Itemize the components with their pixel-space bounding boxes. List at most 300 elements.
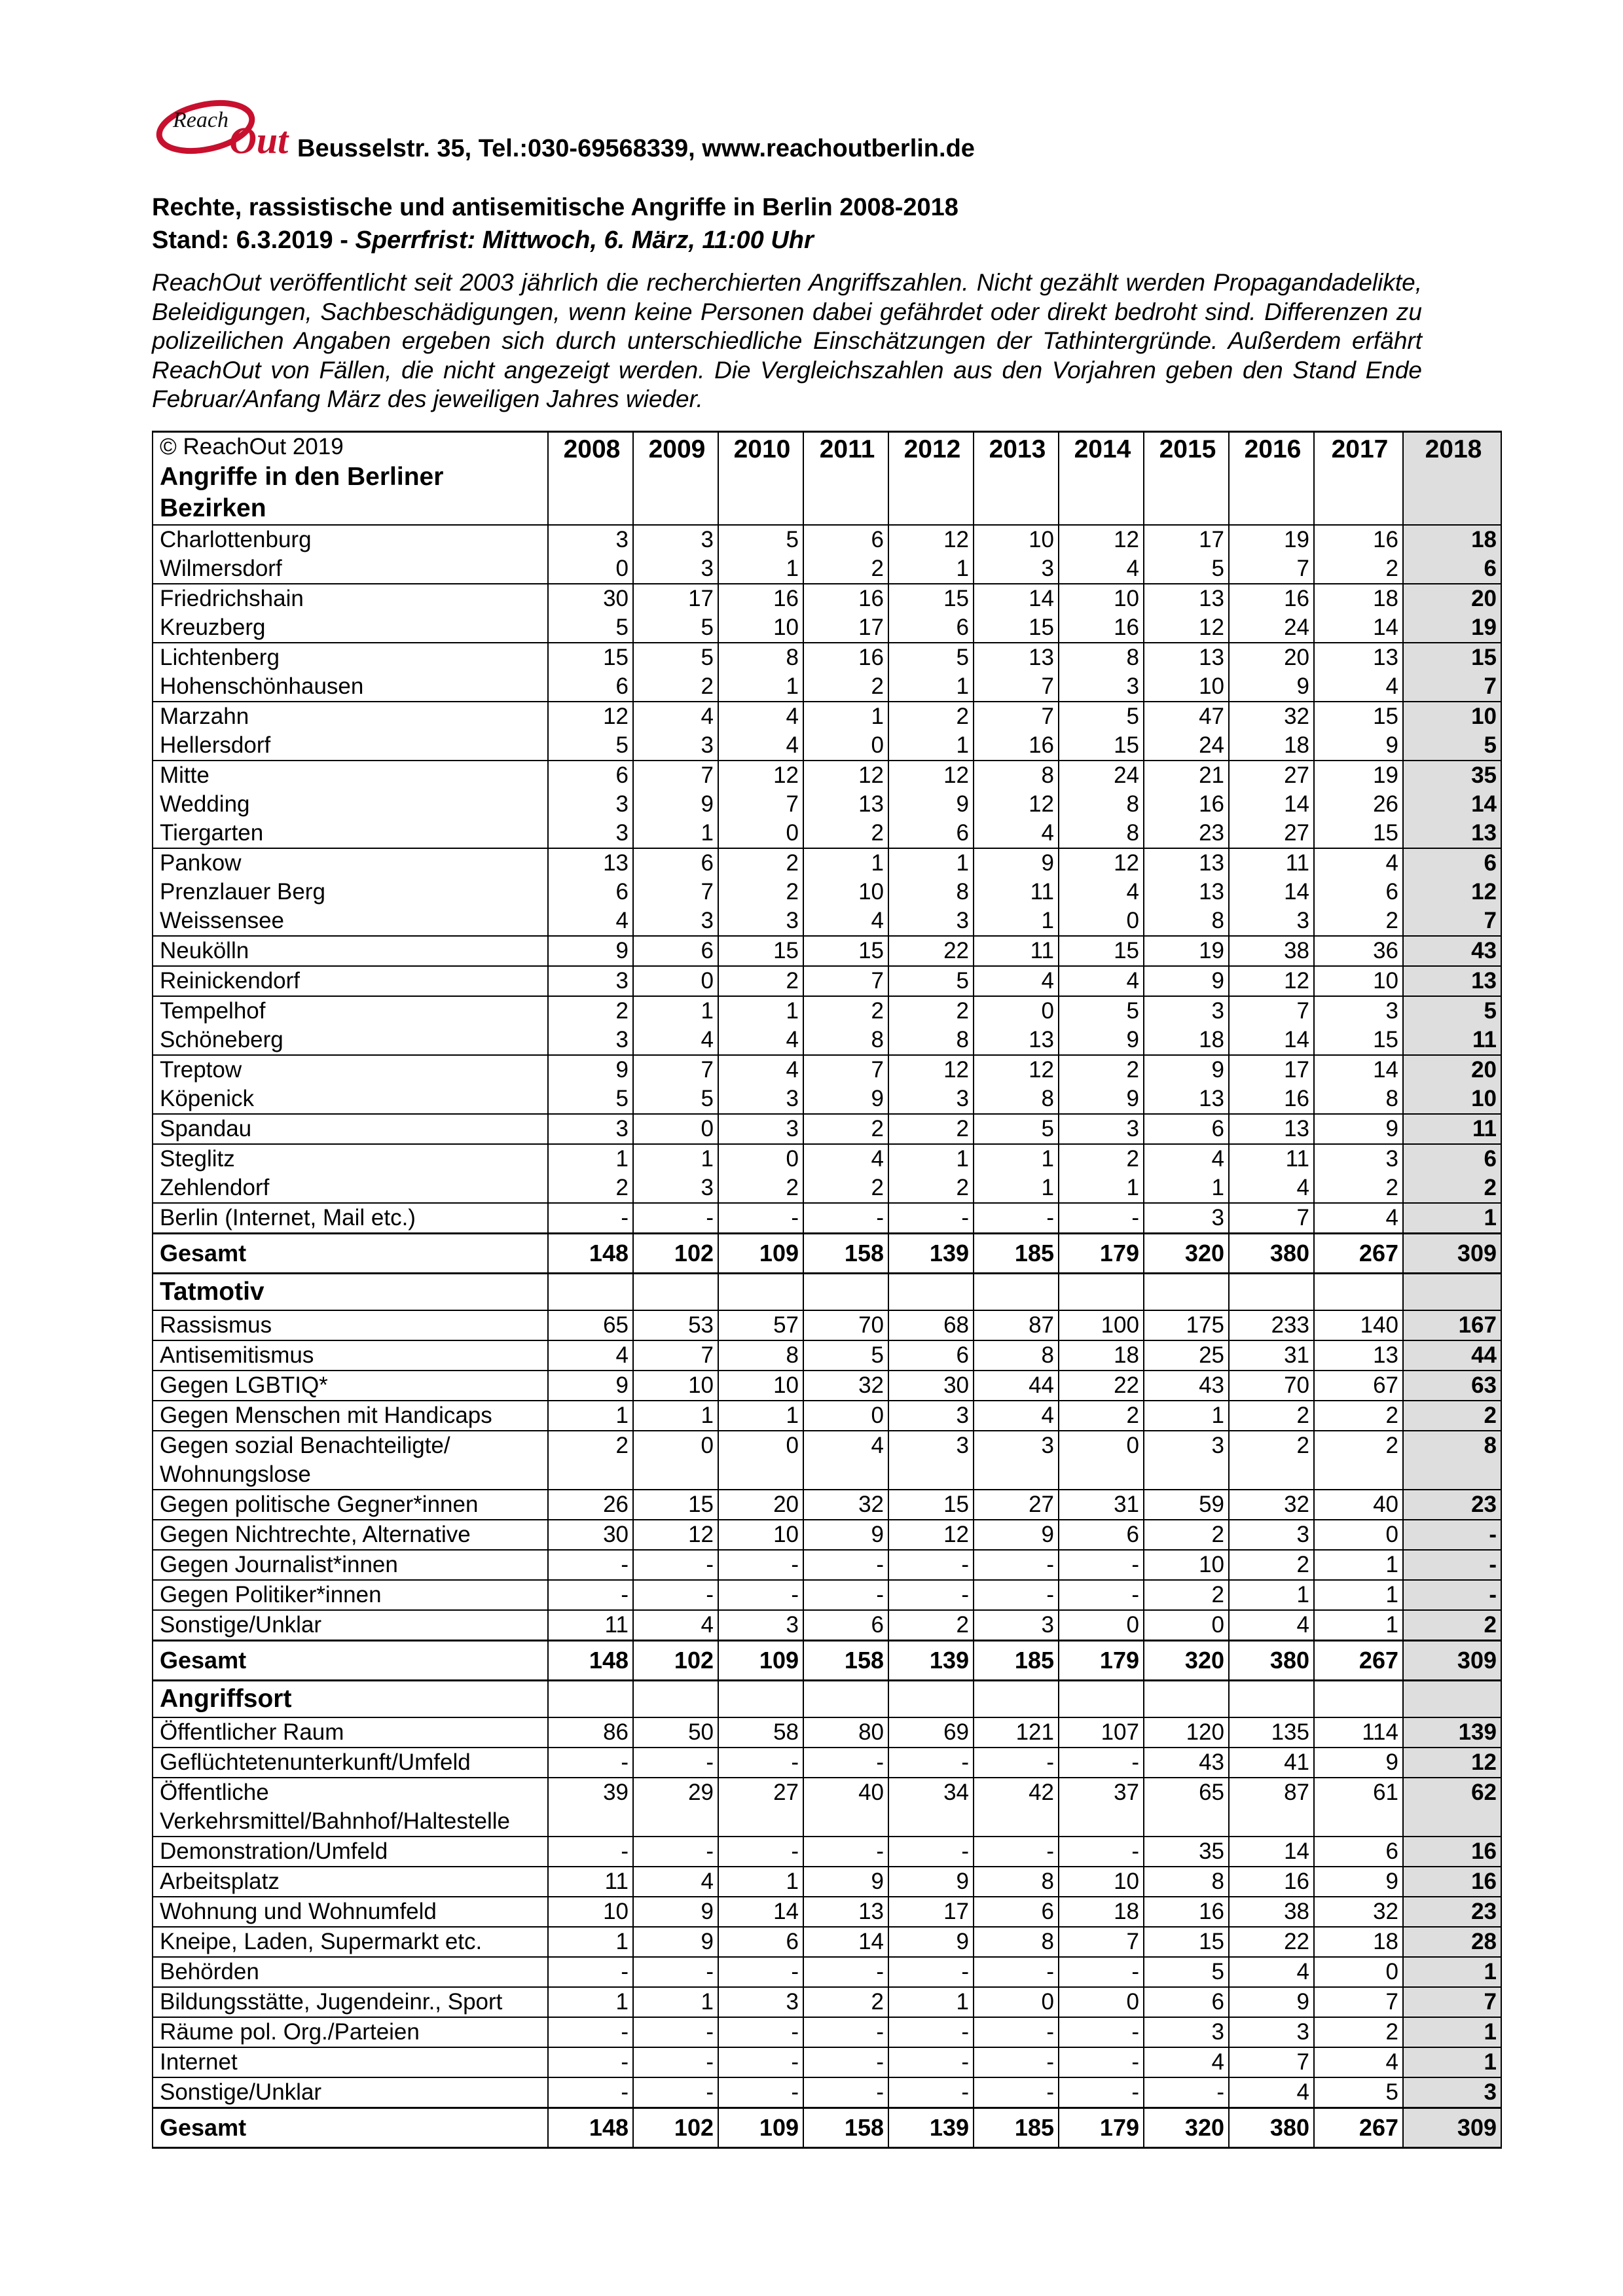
value-cell-2018: 1: [1403, 1203, 1501, 1234]
value-cell-2017: 1: [1314, 1610, 1403, 1641]
value-cell-2014: 10: [1059, 1867, 1144, 1897]
value-cell-2010: 2: [718, 966, 803, 996]
section-empty-cell: [888, 1274, 974, 1311]
value-cell-2016: 38: [1229, 936, 1314, 966]
value-cell-2018: 19: [1403, 613, 1501, 643]
value-cell-2011: 7: [803, 966, 888, 996]
value-cell-2009: 6: [633, 848, 718, 878]
value-cell-2011: -: [803, 1550, 888, 1580]
value-cell-2016: 380: [1229, 2108, 1314, 2148]
row-label: Köpenick: [153, 1085, 548, 1114]
row-label: Gegen sozial Benachteiligte/ Wohnungslose: [153, 1431, 548, 1490]
value-cell-2013: 9: [974, 1520, 1059, 1550]
value-cell-2013: 15: [974, 613, 1059, 643]
value-cell-2013: -: [974, 1580, 1059, 1610]
value-cell-2015: 1: [1144, 1401, 1229, 1431]
table-row: [153, 1371, 1501, 1401]
value-cell-2014: 5: [1059, 702, 1144, 731]
value-cell-2009: 10: [633, 1371, 718, 1401]
value-cell-2011: 2: [803, 1174, 888, 1203]
value-cell-2009: 3: [633, 731, 718, 761]
value-cell-2009: 3: [633, 906, 718, 936]
value-cell-2008: 148: [548, 1641, 633, 1681]
value-cell-2013: 3: [974, 554, 1059, 584]
value-cell-2009: 1: [633, 1401, 718, 1431]
value-cell-2013: 3: [974, 1431, 1059, 1490]
value-cell-2017: 9: [1314, 731, 1403, 761]
value-cell-2010: 8: [718, 1340, 803, 1371]
value-cell-2012: 139: [888, 2108, 974, 2148]
value-cell-2015: 3: [1144, 2017, 1229, 2047]
row-label: Mitte: [153, 761, 548, 790]
value-cell-2010: 7: [718, 790, 803, 819]
value-cell-2009: -: [633, 1957, 718, 1987]
row-label: Schöneberg: [153, 1026, 548, 1055]
table-row: [153, 761, 1501, 790]
row-label: Marzahn: [153, 702, 548, 731]
value-cell-2018: 23: [1403, 1897, 1501, 1927]
section-header-tatmotiv: [153, 1274, 1501, 1311]
value-cell-2016: 1: [1229, 1580, 1314, 1610]
value-cell-2008: -: [548, 1550, 633, 1580]
value-cell-2015: 9: [1144, 966, 1229, 996]
value-cell-2018: 23: [1403, 1490, 1501, 1520]
value-cell-2015: 320: [1144, 1234, 1229, 1274]
value-cell-2009: 5: [633, 643, 718, 672]
value-cell-2017: 36: [1314, 936, 1403, 966]
value-cell-2012: 1: [888, 1144, 974, 1174]
row-label: Gegen Journalist*innen: [153, 1550, 548, 1580]
value-cell-2018: 3: [1403, 2077, 1501, 2108]
value-cell-2017: 0: [1314, 1520, 1403, 1550]
value-cell-2013: 1: [974, 906, 1059, 936]
value-cell-2018: 16: [1403, 1867, 1501, 1897]
value-cell-2009: 7: [633, 878, 718, 906]
value-cell-2017: 0: [1314, 1957, 1403, 1987]
value-cell-2008: 5: [548, 1085, 633, 1114]
value-cell-2010: 5: [718, 525, 803, 554]
value-cell-2017: 140: [1314, 1310, 1403, 1340]
value-cell-2015: 18: [1144, 1026, 1229, 1055]
value-cell-2008: 86: [548, 1717, 633, 1748]
value-cell-2009: 7: [633, 1055, 718, 1085]
value-cell-2013: 1: [974, 1144, 1059, 1174]
value-cell-2012: 12: [888, 525, 974, 554]
value-cell-2009: 9: [633, 1897, 718, 1927]
value-cell-2014: 12: [1059, 525, 1144, 554]
value-cell-2015: 5: [1144, 554, 1229, 584]
table-header-row: [153, 432, 1501, 526]
value-cell-2008: 2: [548, 996, 633, 1026]
value-cell-2013: 9: [974, 848, 1059, 878]
table-row: [153, 966, 1501, 996]
value-cell-2010: -: [718, 1550, 803, 1580]
value-cell-2013: 3: [974, 1610, 1059, 1641]
value-cell-2015: 5: [1144, 1957, 1229, 1987]
value-cell-2017: 9: [1314, 1748, 1403, 1778]
value-cell-2010: 0: [718, 819, 803, 848]
value-cell-2013: 0: [974, 1987, 1059, 2017]
value-cell-2010: 1: [718, 554, 803, 584]
value-cell-2016: 18: [1229, 731, 1314, 761]
value-cell-2017: 2: [1314, 554, 1403, 584]
value-cell-2018: 7: [1403, 672, 1501, 702]
value-cell-2016: 14: [1229, 1837, 1314, 1867]
value-cell-2018: 11: [1403, 1026, 1501, 1055]
section-empty-cell: [1059, 1274, 1144, 1311]
value-cell-2012: 22: [888, 936, 974, 966]
value-cell-2012: 3: [888, 1401, 974, 1431]
value-cell-2013: -: [974, 1837, 1059, 1867]
value-cell-2008: 15: [548, 643, 633, 672]
table-row: [153, 1085, 1501, 1114]
value-cell-2008: 9: [548, 1055, 633, 1085]
statistics-table-wrap: [152, 431, 1502, 2149]
value-cell-2015: 65: [1144, 1778, 1229, 1837]
table-row: [153, 554, 1501, 584]
value-cell-2018: 43: [1403, 936, 1501, 966]
value-cell-2015: 23: [1144, 819, 1229, 848]
value-cell-2008: 10: [548, 1897, 633, 1927]
value-cell-2017: 18: [1314, 1927, 1403, 1957]
value-cell-2013: 7: [974, 672, 1059, 702]
table-row: [153, 1490, 1501, 1520]
value-cell-2009: 3: [633, 525, 718, 554]
value-cell-2016: 70: [1229, 1371, 1314, 1401]
value-cell-2010: 6: [718, 1927, 803, 1957]
row-label: Berlin (Internet, Mail etc.): [153, 1203, 548, 1234]
value-cell-2014: 24: [1059, 761, 1144, 790]
value-cell-2016: 3: [1229, 906, 1314, 936]
section-title: Angriffsort: [153, 1681, 548, 1718]
section-empty-cell: [803, 1681, 888, 1718]
value-cell-2017: 5: [1314, 2077, 1403, 2108]
section-header-angriffsort: [153, 1681, 1501, 1718]
value-cell-2014: 2: [1059, 1055, 1144, 1085]
value-cell-2013: 1: [974, 1174, 1059, 1203]
value-cell-2011: -: [803, 2077, 888, 2108]
value-cell-2016: 14: [1229, 790, 1314, 819]
value-cell-2012: 1: [888, 731, 974, 761]
value-cell-2012: 9: [888, 1927, 974, 1957]
value-cell-2012: 5: [888, 643, 974, 672]
value-cell-2010: -: [718, 1957, 803, 1987]
page-title: Rechte, rassistische und antisemitische Angriffe in Berlin 2008-2018: [152, 194, 958, 221]
value-cell-2010: -: [718, 2017, 803, 2047]
value-cell-2011: -: [803, 1748, 888, 1778]
value-cell-2012: 6: [888, 613, 974, 643]
value-cell-2015: 6: [1144, 1987, 1229, 2017]
value-cell-2008: -: [548, 1203, 633, 1234]
value-cell-2011: -: [803, 2017, 888, 2047]
value-cell-2016: 17: [1229, 1055, 1314, 1085]
row-label: Gegen Politiker*innen: [153, 1580, 548, 1610]
value-cell-2012: 2: [888, 702, 974, 731]
table-row: [153, 1927, 1501, 1957]
value-cell-2017: 16: [1314, 525, 1403, 554]
logo-text-out: Out: [229, 119, 289, 162]
table-row: [153, 819, 1501, 848]
value-cell-2010: 4: [718, 1055, 803, 1085]
row-label: Tempelhof: [153, 996, 548, 1026]
value-cell-2011: 2: [803, 554, 888, 584]
value-cell-2017: 15: [1314, 819, 1403, 848]
value-cell-2018: 12: [1403, 1748, 1501, 1778]
value-cell-2011: 0: [803, 1401, 888, 1431]
value-cell-2017: 7: [1314, 1987, 1403, 2017]
value-cell-2014: 15: [1059, 936, 1144, 966]
value-cell-2010: 3: [718, 906, 803, 936]
value-cell-2016: 38: [1229, 1897, 1314, 1927]
value-cell-2017: 6: [1314, 1837, 1403, 1867]
value-cell-2018: 2: [1403, 1610, 1501, 1641]
value-cell-2018: 35: [1403, 761, 1501, 790]
value-cell-2017: 10: [1314, 966, 1403, 996]
value-cell-2008: 9: [548, 936, 633, 966]
value-cell-2015: 59: [1144, 1490, 1229, 1520]
table-row: [153, 613, 1501, 643]
value-cell-2012: 34: [888, 1778, 974, 1837]
value-cell-2016: 135: [1229, 1717, 1314, 1748]
value-cell-2012: 2: [888, 1610, 974, 1641]
row-label: Geflüchtetenunterkunft/Umfeld: [153, 1748, 548, 1778]
value-cell-2015: 15: [1144, 1927, 1229, 1957]
value-cell-2016: 3: [1229, 1520, 1314, 1550]
value-cell-2018: 8: [1403, 1431, 1501, 1490]
value-cell-2008: 2: [548, 1431, 633, 1490]
row-label: Steglitz: [153, 1144, 548, 1174]
value-cell-2015: 120: [1144, 1717, 1229, 1748]
value-cell-2014: 2: [1059, 1401, 1144, 1431]
value-cell-2012: 139: [888, 1234, 974, 1274]
value-cell-2008: 30: [548, 584, 633, 613]
value-cell-2008: 4: [548, 1340, 633, 1371]
value-cell-2014: 8: [1059, 819, 1144, 848]
value-cell-2010: 14: [718, 1897, 803, 1927]
row-label: Räume pol. Org./Parteien: [153, 2017, 548, 2047]
value-cell-2010: -: [718, 2077, 803, 2108]
row-label: Hellersdorf: [153, 731, 548, 761]
value-cell-2018: 14: [1403, 790, 1501, 819]
value-cell-2012: -: [888, 2047, 974, 2077]
value-cell-2016: 16: [1229, 1867, 1314, 1897]
row-label: Behörden: [153, 1957, 548, 1987]
value-cell-2014: 107: [1059, 1717, 1144, 1748]
reachout-logo: [152, 97, 292, 165]
table-row: [153, 731, 1501, 761]
value-cell-2010: 0: [718, 1144, 803, 1174]
value-cell-2010: 1: [718, 1867, 803, 1897]
value-cell-2011: 2: [803, 819, 888, 848]
value-cell-2018: 1: [1403, 2017, 1501, 2047]
value-cell-2008: 11: [548, 1867, 633, 1897]
value-cell-2018: 13: [1403, 819, 1501, 848]
value-cell-2013: 13: [974, 643, 1059, 672]
value-cell-2017: 14: [1314, 1055, 1403, 1085]
row-label: Sonstige/Unklar: [153, 2077, 548, 2108]
value-cell-2010: 4: [718, 702, 803, 731]
value-cell-2015: 16: [1144, 1897, 1229, 1927]
table-row: [153, 1897, 1501, 1927]
value-cell-2014: 4: [1059, 966, 1144, 996]
value-cell-2013: 4: [974, 1401, 1059, 1431]
value-cell-2017: 1: [1314, 1550, 1403, 1580]
value-cell-2018: 16: [1403, 1837, 1501, 1867]
value-cell-2017: 114: [1314, 1717, 1403, 1748]
value-cell-2010: 16: [718, 584, 803, 613]
value-cell-2017: 2: [1314, 1431, 1403, 1490]
value-cell-2014: 3: [1059, 672, 1144, 702]
value-cell-2008: 6: [548, 672, 633, 702]
row-label: Weissensee: [153, 906, 548, 936]
value-cell-2011: 13: [803, 1897, 888, 1927]
value-cell-2009: 17: [633, 584, 718, 613]
row-label: Internet: [153, 2047, 548, 2077]
value-cell-2011: 80: [803, 1717, 888, 1748]
value-cell-2008: 5: [548, 731, 633, 761]
value-cell-2011: 10: [803, 878, 888, 906]
value-cell-2015: 19: [1144, 936, 1229, 966]
value-cell-2015: 3: [1144, 996, 1229, 1026]
row-label: Demonstration/Umfeld: [153, 1837, 548, 1867]
value-cell-2014: -: [1059, 1580, 1144, 1610]
value-cell-2016: 20: [1229, 643, 1314, 672]
value-cell-2015: 16: [1144, 790, 1229, 819]
value-cell-2009: 4: [633, 702, 718, 731]
year-header-2012: 2012: [888, 432, 974, 526]
value-cell-2011: 8: [803, 1026, 888, 1055]
value-cell-2010: 12: [718, 761, 803, 790]
table-row: [153, 1748, 1501, 1778]
row-label: Gegen politische Gegner*innen: [153, 1490, 548, 1520]
value-cell-2009: 7: [633, 761, 718, 790]
value-cell-2008: 6: [548, 878, 633, 906]
value-cell-2009: 29: [633, 1778, 718, 1837]
value-cell-2017: 2: [1314, 906, 1403, 936]
row-label: Bildungsstätte, Jugendeinr., Sport: [153, 1987, 548, 2017]
table-row: [153, 936, 1501, 966]
status-date: Stand: 6.3.2019 -: [152, 226, 356, 254]
value-cell-2015: 320: [1144, 1641, 1229, 1681]
value-cell-2012: 69: [888, 1717, 974, 1748]
value-cell-2014: 18: [1059, 1340, 1144, 1371]
value-cell-2011: -: [803, 2047, 888, 2077]
table-row: [153, 1717, 1501, 1748]
value-cell-2017: 4: [1314, 672, 1403, 702]
table-row: [153, 996, 1501, 1026]
value-cell-2017: 26: [1314, 790, 1403, 819]
value-cell-2017: 2: [1314, 1174, 1403, 1203]
value-cell-2011: 158: [803, 2108, 888, 2148]
value-cell-2017: 1: [1314, 1580, 1403, 1610]
value-cell-2010: 1: [718, 672, 803, 702]
value-cell-2009: 5: [633, 1085, 718, 1114]
table-row: [153, 1987, 1501, 2017]
value-cell-2016: 2: [1229, 1431, 1314, 1490]
value-cell-2018: 1: [1403, 1957, 1501, 1987]
letterhead: [152, 97, 1474, 169]
value-cell-2014: 12: [1059, 848, 1144, 878]
value-cell-2008: 1: [548, 1927, 633, 1957]
value-cell-2016: 22: [1229, 1927, 1314, 1957]
value-cell-2010: -: [718, 2047, 803, 2077]
value-cell-2012: 2: [888, 996, 974, 1026]
value-cell-2017: 2: [1314, 1401, 1403, 1431]
row-label: Antisemitismus: [153, 1340, 548, 1371]
row-label: Neukölln: [153, 936, 548, 966]
value-cell-2015: 43: [1144, 1748, 1229, 1778]
value-cell-2009: 0: [633, 1114, 718, 1144]
value-cell-2012: 15: [888, 584, 974, 613]
value-cell-2018: 6: [1403, 848, 1501, 878]
table-row: [153, 1055, 1501, 1085]
value-cell-2012: 1: [888, 1987, 974, 2017]
value-cell-2009: -: [633, 1203, 718, 1234]
value-cell-2012: 12: [888, 761, 974, 790]
value-cell-2016: 87: [1229, 1778, 1314, 1837]
value-cell-2010: 3: [718, 1610, 803, 1641]
value-cell-2016: 380: [1229, 1234, 1314, 1274]
value-cell-2013: 14: [974, 584, 1059, 613]
row-label: Sonstige/Unklar: [153, 1610, 548, 1641]
year-header-2014: 2014: [1059, 432, 1144, 526]
value-cell-2012: -: [888, 2077, 974, 2108]
value-cell-2012: 6: [888, 819, 974, 848]
value-cell-2013: -: [974, 2017, 1059, 2047]
value-cell-2018: 10: [1403, 702, 1501, 731]
value-cell-2012: 68: [888, 1310, 974, 1340]
value-cell-2012: 3: [888, 1085, 974, 1114]
section-empty-cell: [548, 1274, 633, 1311]
value-cell-2008: 1: [548, 1987, 633, 2017]
value-cell-2015: 4: [1144, 1144, 1229, 1174]
value-cell-2013: -: [974, 2077, 1059, 2108]
value-cell-2008: 3: [548, 1114, 633, 1144]
table-row: [153, 1203, 1501, 1234]
value-cell-2018: 309: [1403, 1641, 1501, 1681]
table-row: [153, 906, 1501, 936]
value-cell-2016: 16: [1229, 1085, 1314, 1114]
value-cell-2012: 30: [888, 1371, 974, 1401]
value-cell-2012: 12: [888, 1520, 974, 1550]
value-cell-2012: 1: [888, 672, 974, 702]
value-cell-2013: 121: [974, 1717, 1059, 1748]
value-cell-2014: 10: [1059, 584, 1144, 613]
value-cell-2018: 1: [1403, 2047, 1501, 2077]
value-cell-2017: 15: [1314, 1026, 1403, 1055]
value-cell-2010: 4: [718, 1026, 803, 1055]
table-row: [153, 1610, 1501, 1641]
value-cell-2017: 267: [1314, 1234, 1403, 1274]
value-cell-2017: 15: [1314, 702, 1403, 731]
value-cell-2010: -: [718, 1837, 803, 1867]
value-cell-2008: -: [548, 2077, 633, 2108]
value-cell-2008: 12: [548, 702, 633, 731]
value-cell-2010: 3: [718, 1114, 803, 1144]
value-cell-2018: 20: [1403, 584, 1501, 613]
value-cell-2015: 25: [1144, 1340, 1229, 1371]
value-cell-2009: -: [633, 1748, 718, 1778]
value-cell-2012: 6: [888, 1340, 974, 1371]
value-cell-2009: 15: [633, 1490, 718, 1520]
value-cell-2014: 179: [1059, 1641, 1144, 1681]
table-row: [153, 1778, 1501, 1837]
value-cell-2010: 58: [718, 1717, 803, 1748]
value-cell-2013: 8: [974, 761, 1059, 790]
value-cell-2013: 12: [974, 790, 1059, 819]
value-cell-2018: 6: [1403, 1144, 1501, 1174]
value-cell-2011: 2: [803, 1114, 888, 1144]
